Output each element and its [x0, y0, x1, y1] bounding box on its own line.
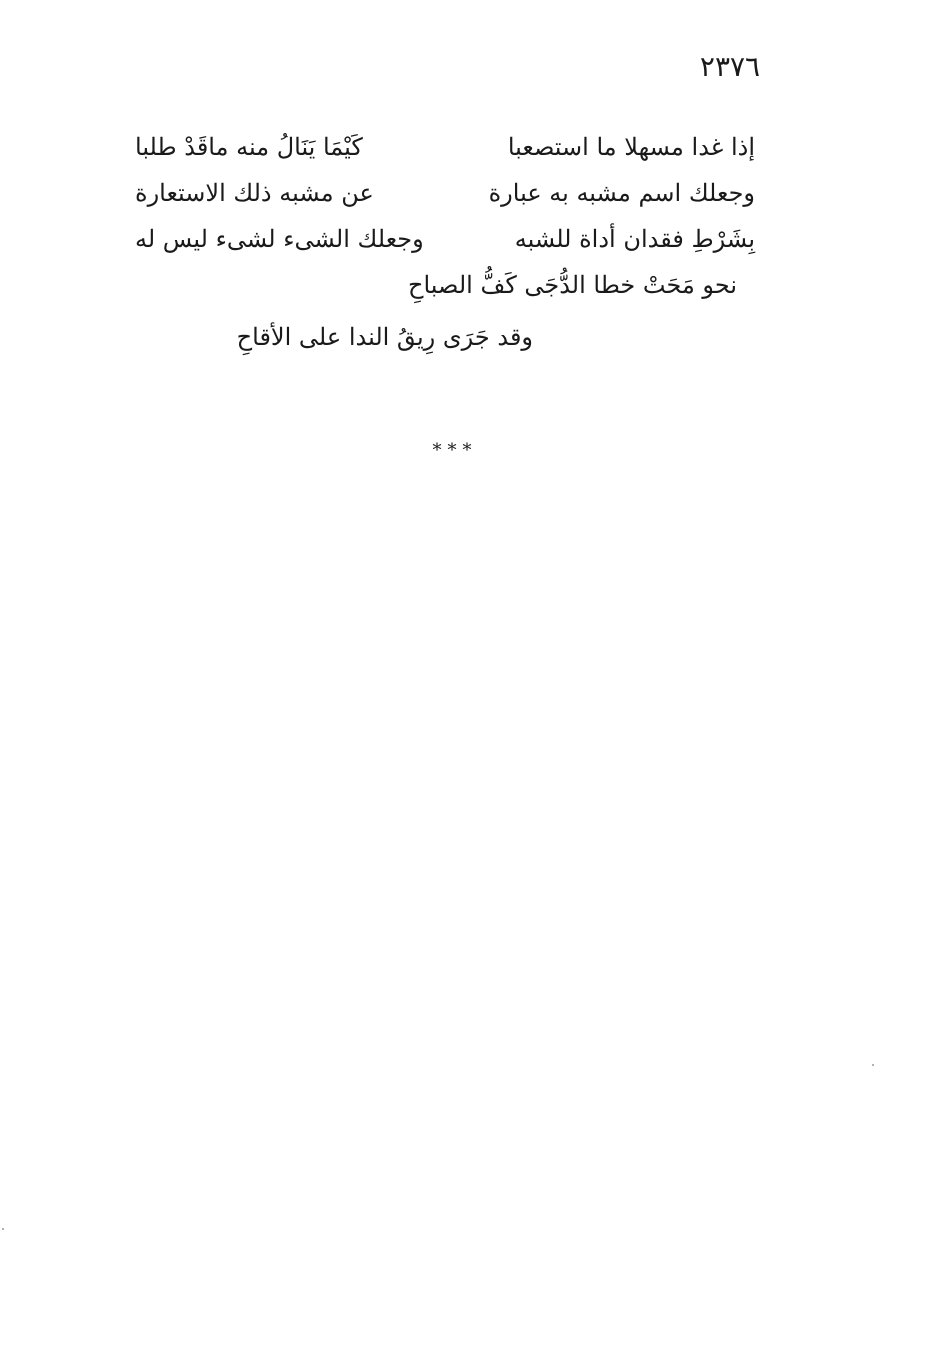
poem-block: [135, 124, 755, 360]
verse-row: [135, 124, 755, 170]
verse-first-hemistich: وجعلك اسم مشبه به عبارة: [488, 179, 755, 207]
verse-first-hemistich: بِشَرْطِ فقدان أداة للشبه: [514, 225, 755, 253]
scan-speck: [2, 1228, 4, 1230]
verse-row: [135, 216, 755, 262]
verse-second-hemistich: وجعلك الشىء لشىء ليس له: [135, 225, 424, 253]
example-line: نحو مَحَتْ خطا الدُّجَى كَفُّ الصباحِ: [408, 271, 737, 299]
verse-second-hemistich: كَيْمَا يَنَالُ منه ماقَدْ طلبا: [135, 133, 363, 161]
example-line: وقد جَرَى رِيقُ الندا على الأقاحِ: [236, 323, 533, 351]
page-number: ٢٣٧٦: [699, 50, 761, 83]
verse-row: [135, 170, 755, 216]
verse-second-hemistich: عن مشبه ذلك الاستعارة: [135, 179, 374, 207]
verse-first-hemistich: إذا غدا مسهلا ما استصعبا: [507, 133, 755, 161]
scan-speck: [872, 1064, 874, 1066]
section-separator: ***: [432, 440, 478, 461]
